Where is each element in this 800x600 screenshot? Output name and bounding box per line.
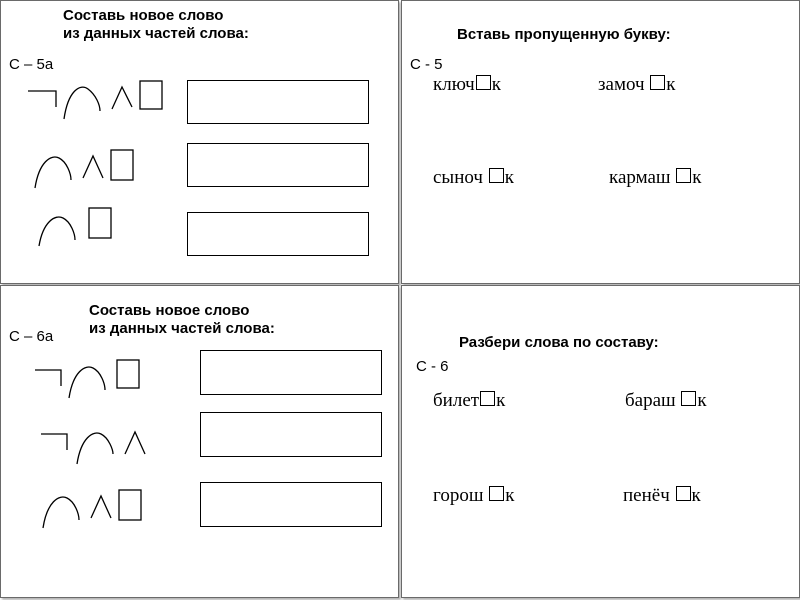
word-stem: пенёч (623, 485, 670, 506)
root-arc-mark (43, 497, 79, 528)
word-item (625, 390, 707, 412)
word-ending: к (496, 390, 506, 411)
word-stem: кармаш (609, 167, 671, 188)
letter-blank[interactable] (489, 168, 504, 183)
ending-box (119, 490, 141, 520)
letter-blank[interactable] (650, 75, 665, 90)
word-ending: к (504, 167, 514, 188)
ending-box (111, 150, 133, 180)
root-arc-mark (39, 217, 75, 246)
ending-box (89, 208, 111, 238)
word-ending: к (666, 74, 676, 95)
task-heading (89, 302, 275, 338)
task-code: С - 6 (416, 358, 449, 375)
task-heading: Разбери слова по составу: (459, 334, 659, 351)
prefix-mark (41, 434, 67, 450)
ending-box (140, 81, 162, 109)
prefix-mark (28, 91, 56, 107)
suffix-mark (125, 432, 145, 454)
task-card-c5a (0, 0, 399, 284)
word-ending: к (491, 74, 501, 95)
word-stem: сыноч (433, 167, 483, 188)
word-scheme-root-ending (35, 206, 125, 250)
task-card-c5 (401, 0, 800, 284)
word-ending: к (692, 167, 702, 188)
answer-field-2[interactable] (200, 412, 382, 457)
letter-blank[interactable] (476, 75, 491, 90)
prefix-mark (35, 370, 61, 386)
word-scheme-prefix-root-ending (33, 356, 145, 400)
root-arc-mark (35, 157, 71, 188)
word-scheme-prefix-root-suffix (39, 424, 159, 468)
word-item (433, 167, 514, 189)
word-ending: к (691, 485, 701, 506)
letter-blank[interactable] (681, 391, 696, 406)
letter-blank[interactable] (676, 486, 691, 501)
word-stem: замоч (598, 74, 645, 95)
word-item (433, 390, 505, 412)
answer-field-3[interactable] (187, 212, 369, 256)
word-item (609, 167, 702, 189)
task-card-c6 (401, 285, 800, 598)
suffix-mark (91, 496, 111, 518)
suffix-mark (83, 156, 103, 178)
word-stem: билет (433, 390, 480, 411)
task-code: С – 6а (9, 328, 54, 345)
task-heading (63, 7, 249, 43)
word-item (623, 485, 701, 507)
answer-field-1[interactable] (200, 350, 382, 395)
word-stem: бараш (625, 390, 676, 411)
answer-field-1[interactable] (187, 80, 369, 124)
letter-blank[interactable] (489, 486, 504, 501)
answer-field-2[interactable] (187, 143, 369, 187)
task-card-c6a (0, 285, 399, 598)
task-heading: Вставь пропущенную букву: (457, 26, 671, 43)
word-item (598, 74, 676, 96)
task-heading-line-1: Составь новое слово (89, 302, 250, 319)
word-ending: к (505, 485, 515, 506)
word-item (433, 74, 501, 96)
task-code: С - 5 (410, 56, 443, 73)
task-heading-line-2: из данных частей слова: (63, 25, 249, 42)
word-ending: к (697, 390, 707, 411)
word-scheme-root-suffix-ending (39, 486, 149, 530)
suffix-mark (112, 87, 132, 109)
task-heading-line-2: из данных частей слова: (89, 320, 275, 337)
letter-blank[interactable] (676, 168, 691, 183)
answer-field-3[interactable] (200, 482, 382, 527)
ending-box (117, 360, 139, 388)
word-scheme-prefix-root-suffix-ending (26, 77, 166, 121)
word-scheme-root-suffix-ending (29, 146, 139, 190)
root-arc-mark (77, 433, 113, 464)
letter-blank[interactable] (480, 391, 495, 406)
word-stem: ключ (433, 74, 475, 95)
word-stem: горош (433, 485, 484, 506)
root-arc-mark (64, 87, 100, 119)
task-code: С – 5а (9, 56, 54, 73)
word-item (433, 485, 514, 507)
root-arc-mark (69, 367, 105, 398)
task-heading-line-1: Составь новое слово (63, 7, 224, 24)
